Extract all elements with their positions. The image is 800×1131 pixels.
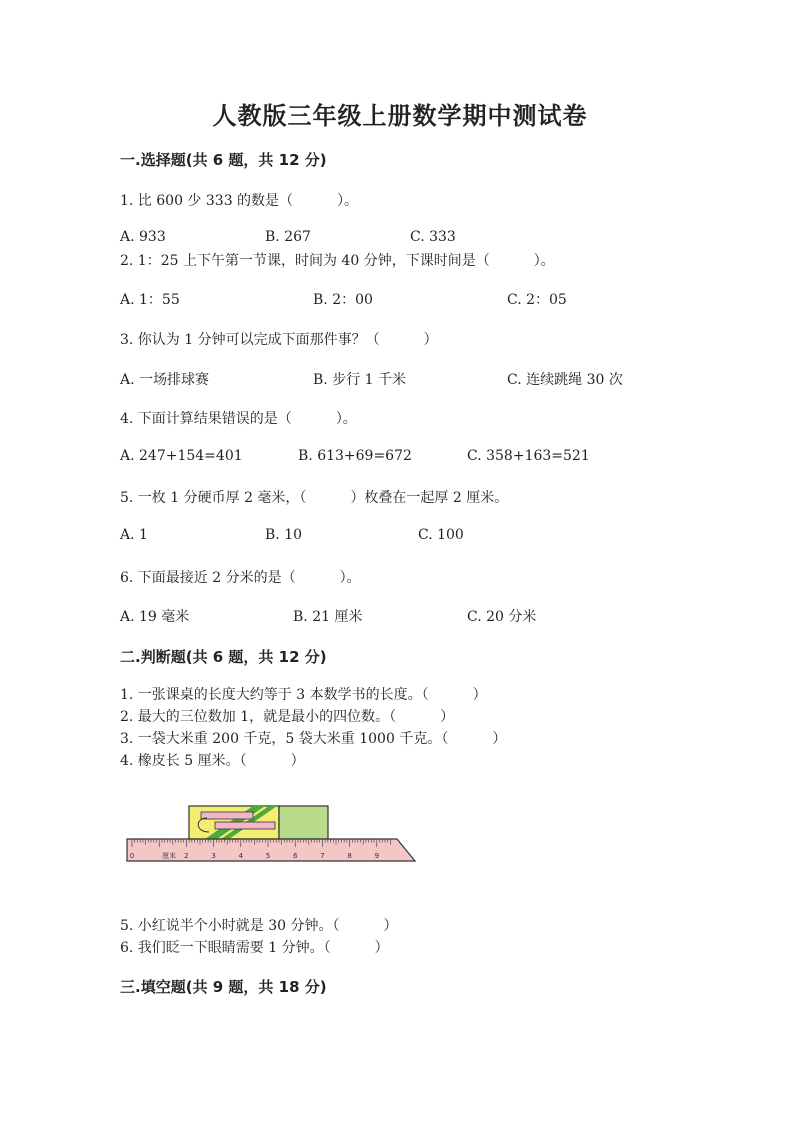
- eraser-pink-tag-2: [215, 822, 275, 829]
- option-c[interactable]: C. 358+163=521: [467, 448, 590, 464]
- option-b[interactable]: B. 267: [265, 229, 311, 245]
- ruler-tick-label: 7: [320, 852, 325, 860]
- option-b[interactable]: B. 21 厘米: [293, 609, 363, 625]
- option-c[interactable]: C. 333: [410, 229, 456, 245]
- choice-question-5: 5. 一枚 1 分硬币厚 2 毫米，（ ）枚叠在一起厚 2 厘米。: [120, 490, 509, 506]
- section-fill-heading: 三.填空题(共 9 题，共 18 分): [120, 978, 327, 996]
- eraser-pink-tag-1: [201, 812, 253, 819]
- ruler-tick-label: 3: [211, 852, 216, 860]
- option-c[interactable]: C. 连续跳绳 30 次: [507, 372, 623, 388]
- page-title: 人教版三年级上册数学期中测试卷: [212, 101, 588, 130]
- ruler-tick-label: 2: [184, 852, 189, 860]
- judge-question-4: 4. 橡皮长 5 厘米。（ ）: [120, 753, 305, 769]
- option-c[interactable]: C. 100: [418, 527, 464, 543]
- option-a[interactable]: A. 19 毫米: [120, 609, 190, 625]
- option-a[interactable]: A. 933: [120, 229, 166, 245]
- judge-question-2: 2. 最大的三位数加 1，就是最小的四位数。（ ）: [120, 709, 455, 725]
- eraser-icon: [189, 806, 328, 839]
- choice-question-6: 6. 下面最接近 2 分米的是（ ）。: [120, 570, 361, 586]
- section-choice-heading: 一.选择题(共 6 题，共 12 分): [120, 151, 327, 169]
- option-a[interactable]: A. 1：55: [120, 292, 180, 308]
- judge-question-5: 5. 小红说半个小时就是 30 分钟。（ ）: [120, 918, 398, 934]
- section-judge-heading: 二.判断题(共 6 题，共 12 分): [120, 648, 327, 666]
- ruler-tick-label: 5: [265, 852, 271, 860]
- choice-question-3: 3. 你认为 1 分钟可以完成下面那件事？（ ）: [120, 332, 438, 348]
- ruler-tick-label: 4: [238, 852, 244, 860]
- ruler-tick-label: 0: [129, 852, 135, 860]
- judge-question-1: 1. 一张课桌的长度大约等于 3 本数学书的长度。（ ）: [120, 687, 487, 703]
- eraser-green-part: [279, 806, 328, 839]
- ruler-icon: [127, 839, 415, 861]
- option-c[interactable]: C. 20 分米: [467, 609, 537, 625]
- ruler-tick-label: 9: [374, 852, 380, 860]
- choice-options-3: [120, 369, 720, 389]
- judge-question-6: 6. 我们眨一下眼睛需要 1 分钟。（ ）: [120, 940, 389, 956]
- option-b[interactable]: B. 10: [265, 527, 303, 543]
- ruler-unit-label: 厘米: [162, 852, 176, 860]
- option-b[interactable]: B. 2：00: [313, 292, 373, 308]
- option-c[interactable]: C. 2：05: [507, 292, 567, 308]
- option-b[interactable]: B. 613+69=672: [298, 448, 412, 464]
- choice-question-1: 1. 比 600 少 333 的数是（ ）。: [120, 193, 359, 209]
- ruler-tick-label: 8: [347, 852, 352, 860]
- choice-options-1: [120, 229, 720, 249]
- choice-options-6: [120, 606, 720, 626]
- choice-question-4: 4. 下面计算结果错误的是（ ）。: [120, 411, 357, 427]
- choice-question-2: 2. 1：25 上下午第一节课，时间为 40 分钟，下课时间是（ ）。: [120, 253, 555, 269]
- option-a[interactable]: A. 247+154=401: [120, 448, 243, 464]
- choice-options-2: [120, 289, 720, 309]
- choice-options-4: [120, 448, 720, 468]
- eraser-ruler-figure: [125, 802, 417, 872]
- option-a[interactable]: A. 一场排球赛: [120, 372, 210, 388]
- option-b[interactable]: B. 步行 1 千米: [313, 372, 406, 388]
- choice-options-5: [120, 527, 720, 547]
- judge-question-3: 3. 一袋大米重 200 千克，5 袋大米重 1000 千克。（ ）: [120, 731, 507, 747]
- option-a[interactable]: A. 1: [120, 527, 148, 543]
- ruler-tick-label: 6: [292, 852, 298, 860]
